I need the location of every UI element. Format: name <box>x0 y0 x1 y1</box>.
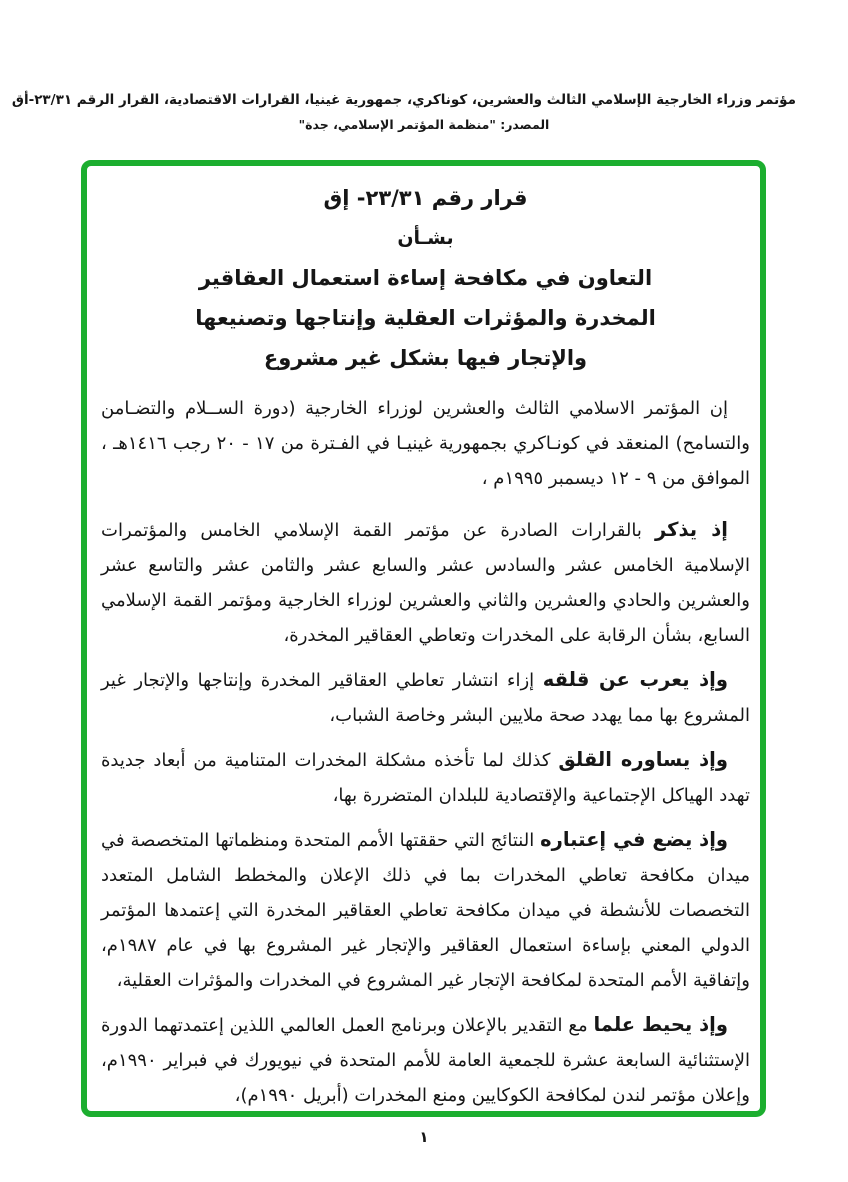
paragraph-lead: إذ يذكر <box>655 518 728 541</box>
paragraph-text: النتائج التي حققتها الأمم المتحدة ومنظماتها المتخصصة في ميدان مكافحة تعاطي المخدرات بما في ذلك الإعلان والمخطط الشامل المتعدد التخصصات للأنشطة في ميدان مكافحة تعاطي العقاقير المخدرة التي إعتمدها المؤتمر الدولي المعني بإساءة استعمال العقاقير والإتجار غير المشروع بها في عام ١٩٨٧م، وإتفاقية الأمم المتحدة لمكافحة الإتجار غير المشروع في المخدرات والمؤثرات العقلية، <box>101 830 750 991</box>
header-publisher-line: المصدر: "منظمة المؤتمر الإسلامي، جدة" <box>298 117 550 132</box>
recital-paragraph-recalling <box>101 512 750 653</box>
header-source-line: مؤتمر وزراء الخارجية الإسلامي الثالث والعشرين، كوناكري، جمهورية غينيا، القرارات الاقتصادية، القرار الرقم ٢٣/٣١-أق <box>11 92 796 108</box>
paragraph-lead: وإذ يضع في إعتباره <box>540 828 728 851</box>
paragraph-lead: وإذ يحيط علما <box>593 1013 728 1036</box>
resolution-number: قرار رقم ٢٣/٣١- إق <box>323 186 528 210</box>
paragraph-lead: وإذ يساوره القلق <box>558 748 728 771</box>
recital-paragraph-alarm <box>101 742 750 813</box>
document-body <box>87 166 760 1111</box>
title-subject-line-2: المخدرة والمؤثرات العقلية وإنتاجها وتصنيعها <box>195 306 656 330</box>
document-header <box>11 92 796 132</box>
page-number: ١ <box>419 1128 429 1146</box>
resolution-text <box>99 391 752 1111</box>
paragraph-text: كذلك لما تأخذه مشكلة المخدرات المتنامية من أبعاد جديدة تهدد الهياكل الإجتماعية والإقتصادية للبلدان المتضررة بها، <box>101 750 750 806</box>
resolution-title-block <box>99 178 752 378</box>
recital-paragraph-considering <box>101 822 750 998</box>
paragraph-text: مع التقدير بالإعلان وبرنامج العمل العالمي اللذين إعتمدتهما الدورة الإستثنائية السابعة عشرة للجمعية العامة للأمم المتحدة في نيويورك في فبراير ١٩٩٠م، وإعلان مؤتمر لندن لمكافحة الكوكايين ومنع المخدرات (أبريل ١٩٩٠م)، <box>101 1015 750 1106</box>
paragraph-lead: وإذ يعرب عن قلقه <box>542 668 728 691</box>
paragraph-text: إن المؤتمر الاسلامي الثالث والعشرين لوزراء الخارجية (دورة الســلام والتضـامن والتسامح) المنعقد في كونـاكري بجمهورية غينيـا في الفـترة من ١٧ - ٢٠ رجب ١٤١٦هـ ، الموافق من ٩ - ١٢ ديسمبر ١٩٩٥م ، <box>101 398 750 489</box>
paragraph-text: إزاء انتشار تعاطي العقاقير المخدرة وإنتاجها والإتجار غير المشروع بها مما يهدد صحة ملايين البشر وخاصة الشباب، <box>101 670 750 726</box>
title-regarding: بشـأن <box>397 227 454 249</box>
preamble-paragraph <box>101 391 750 496</box>
paragraph-text: بالقرارات الصادرة عن مؤتمر القمة الإسلامي الخامس والمؤتمرات الإسلامية الخامس عشر والسادس عشر والسابع عشر والثامن عشر والتاسع عشر والعشرين والحادي والعشرين والثاني والعشرين لوزراء الخارجية ومؤتمر القمة الإسلامي السابع، بشأن الرقابة على المخدرات وتعاطي العقاقير المخدرة، <box>101 520 750 646</box>
title-subject-line-1: التعاون في مكافحة إساءة استعمال العقاقير <box>198 266 653 290</box>
recital-paragraph-concern <box>101 662 750 733</box>
green-border-frame <box>81 160 766 1117</box>
title-subject-line-3: والإتجار فيها بشكل غير مشروع <box>263 346 588 370</box>
recital-paragraph-noting <box>101 1007 750 1111</box>
